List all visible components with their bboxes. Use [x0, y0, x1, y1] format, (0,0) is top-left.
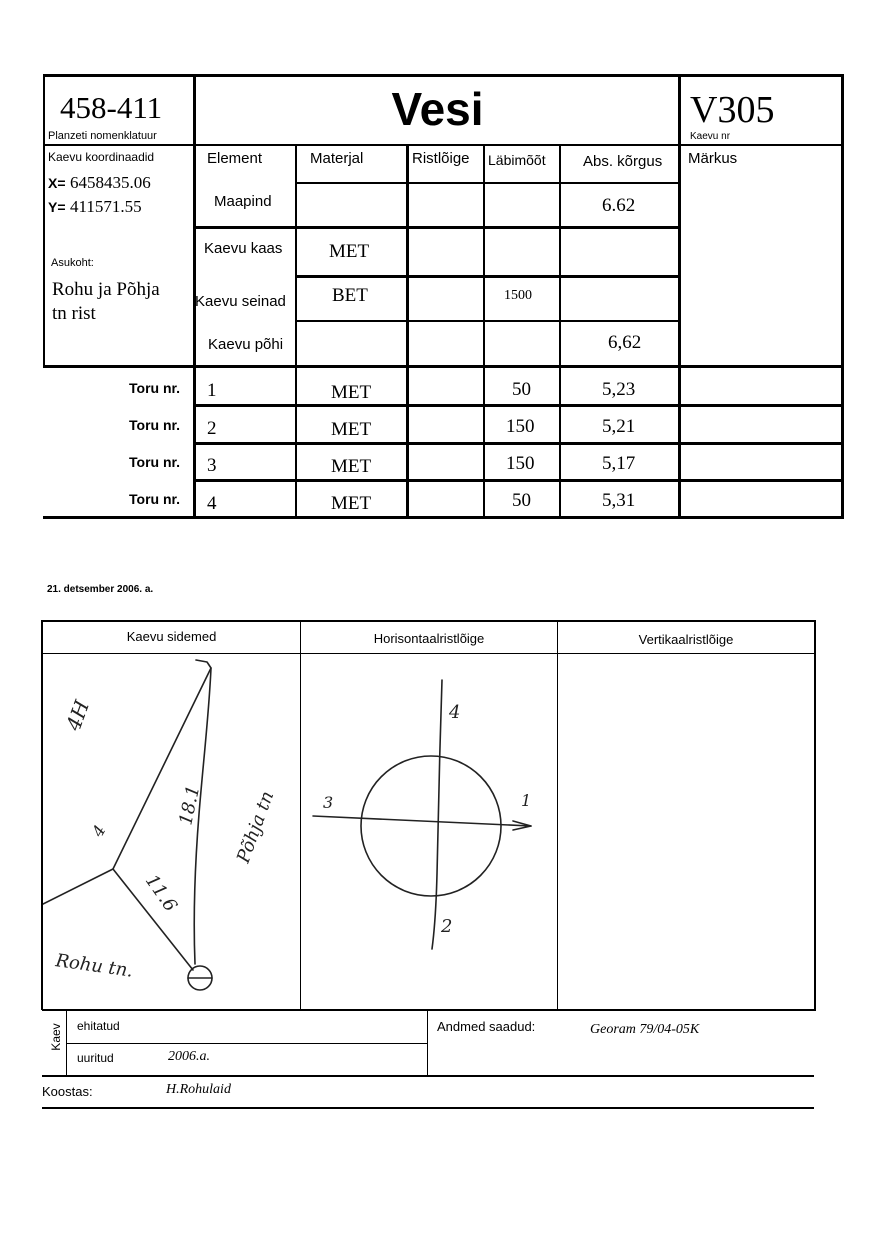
connection-line-left: [43, 869, 113, 904]
element-row-3-height: 6,62: [608, 332, 642, 353]
connections-sketch: [43, 654, 300, 1009]
section-pipe-4: 4: [449, 702, 461, 723]
sketch-header-connections: Kaevu sidemed: [126, 629, 217, 644]
pipe-row-1-nr: 2: [207, 418, 217, 439]
pipe-row-2-nr: 3: [207, 455, 217, 476]
pipe-line-1: [196, 404, 844, 407]
frame-bottom: [43, 516, 844, 519]
footer-source-value: Georam 79/04-05K: [590, 1022, 700, 1037]
coordinate-x-label: X=: [48, 175, 66, 191]
col-line-diameter: [483, 146, 485, 519]
coordinate-y-label: Y=: [48, 199, 66, 215]
pipe-row-0-height: 5,23: [602, 379, 636, 400]
sketch-note-pohja: Põhja tn: [232, 788, 279, 866]
footer-row-line: [67, 1043, 427, 1044]
section-pipe-2: 2: [441, 916, 453, 937]
row-line-1: [296, 182, 679, 184]
sketch-note-distance-181: 18.1: [175, 783, 205, 828]
document-date: 21. detsember 2006. a.: [47, 584, 154, 595]
row-line-2: [196, 226, 679, 229]
footer-built-label: ehitatud: [77, 1019, 120, 1033]
header-element: Element: [207, 150, 263, 167]
pipe-row-3-nr: 4: [207, 493, 217, 514]
element-row-0-name: Maapind: [214, 193, 272, 210]
well-number: V305: [690, 89, 775, 131]
footer-author-label: Koostas:: [42, 1084, 93, 1099]
header-diameter: Läbimõõt: [488, 152, 546, 168]
pipe-line-3: [196, 479, 844, 482]
section-vertical-pipe: [432, 680, 442, 949]
col-line-material: [295, 146, 297, 519]
sketch-note-4: 4: [88, 821, 110, 840]
sketch-header-vertical: Vertikaalristlõige: [638, 632, 734, 647]
nomenclature-label: Planzeti nomenklatuur: [48, 130, 157, 142]
sketch-note-distance-116: 11.6: [140, 870, 182, 916]
frame-remark-divider: [678, 74, 681, 519]
coordinate-y-value: 411571.55: [69, 197, 142, 216]
location-line-1: Rohu ja Põhja: [52, 279, 160, 300]
sketch-divider-2: [557, 620, 558, 1010]
pipe-row-3-diameter: 50: [512, 490, 531, 511]
location-line-2: tn rist: [52, 303, 96, 324]
sketch-note-4h: 4H: [61, 697, 95, 734]
pipe-row-2-material: MET: [331, 456, 372, 477]
pipe-row-0-diameter: 50: [512, 379, 531, 400]
footer-line-1: [42, 1075, 814, 1077]
pipe-row-3-material: MET: [331, 493, 372, 514]
col-line-height: [559, 146, 561, 519]
pipe-row-3-height: 5,31: [602, 490, 636, 511]
frame-header-bottom: [43, 144, 844, 146]
frame-left: [43, 74, 45, 368]
element-row-1-name: Kaevu kaas: [204, 240, 283, 257]
element-row-2-name: Kaevu seinad: [195, 293, 286, 310]
coordinate-x-value: 6458435.06: [69, 173, 151, 192]
row-line-4: [296, 320, 679, 322]
coordinates-label: Kaevu koordinaadid: [48, 150, 155, 164]
section-pipe-3: 3: [323, 793, 334, 812]
row-line-3: [296, 275, 679, 278]
well-number-label: Kaevu nr: [690, 131, 731, 142]
element-row-3-name: Kaevu põhi: [208, 336, 284, 353]
footer-surveyed-value: 2006.a.: [168, 1049, 210, 1064]
document-title: Vesi: [391, 83, 484, 135]
sketch-frame-right: [814, 620, 816, 1010]
sketch-frame-top: [42, 620, 816, 622]
nomenclature-value: 458-411: [60, 90, 163, 125]
coordinate-x: [48, 173, 151, 193]
pipe-row-0-nr: 1: [207, 380, 217, 401]
header-cross-section: Ristlõige: [412, 150, 470, 167]
pipe-row-1-material: MET: [331, 419, 372, 440]
element-row-2-diameter: 1500: [504, 288, 532, 303]
frame-top: [43, 74, 844, 77]
pipe-row-0-material: MET: [331, 382, 372, 403]
element-row-1-material: MET: [329, 241, 370, 262]
sketch-note-rohu: Rohu tn.: [54, 950, 135, 982]
pipe-row-0-label: Toru nr.: [129, 380, 181, 396]
header-remark: Märkus: [688, 150, 738, 167]
footer-side-label: Kaev: [49, 1023, 63, 1051]
sketch-frame-bottom: [42, 1009, 816, 1011]
horizontal-section-sketch: [301, 654, 557, 1009]
footer-line-2: [42, 1107, 814, 1109]
pipe-row-3-label: Toru nr.: [129, 491, 181, 507]
footer-source-label: Andmed saadud:: [437, 1019, 536, 1034]
pipe-row-2-height: 5,17: [602, 453, 636, 474]
section-horizontal-pipe: [313, 816, 531, 826]
col-line-cross: [406, 146, 409, 519]
footer-surveyed-label: uuritud: [77, 1051, 114, 1065]
element-row-0-height: 6.62: [602, 195, 636, 216]
pipe-line-2: [196, 442, 844, 445]
frame-right: [841, 74, 844, 519]
pipe-row-1-height: 5,21: [602, 416, 636, 437]
pipe-row-1-diameter: 150: [506, 416, 535, 437]
header-abs-height: Abs. kõrgus: [583, 153, 663, 170]
coordinate-y: [48, 197, 142, 217]
frame-element-bottom: [43, 365, 844, 368]
footer-mid-divider: [427, 1011, 428, 1075]
header-material: Materjal: [310, 150, 364, 167]
location-label: Asukoht:: [51, 257, 94, 269]
pipe-row-2-label: Toru nr.: [129, 454, 181, 470]
element-row-2-material: BET: [332, 285, 368, 306]
pipe-row-2-diameter: 150: [506, 453, 535, 474]
section-circle: [361, 756, 501, 896]
sketch-header-horizontal: Horisontaalristlõige: [373, 631, 485, 646]
section-pipe-1: 1: [521, 791, 532, 810]
pipe-row-1-label: Toru nr.: [129, 417, 181, 433]
footer-author-value: H.Rohulaid: [166, 1082, 231, 1097]
